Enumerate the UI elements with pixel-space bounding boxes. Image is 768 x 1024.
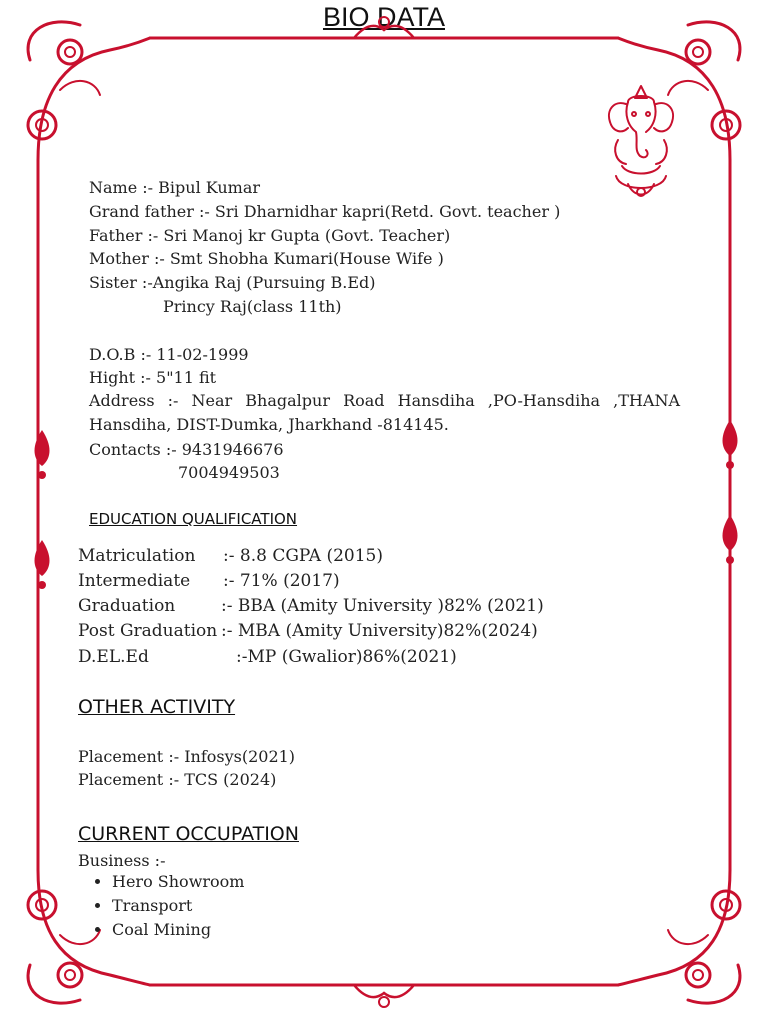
sister-line [89,273,376,293]
list-item: • Coal Mining [112,918,244,942]
edu-value: :- BBA (Amity University )82% (2021) [221,596,544,616]
activity-item: Placement :- TCS (2024) [78,770,277,789]
edu-label: D.EL.Ed [78,647,149,667]
edu-row-inter [78,571,340,591]
page-title: BIO DATA [322,2,445,32]
grandfather-line: Grand father :- Sri Dharnidhar kapri(Retd. Govt. teacher ) [89,202,561,221]
edu-label: Graduation [78,596,176,616]
list-item: • Hero Showroom [112,870,244,894]
business-list [78,870,244,942]
activity-item: Placement :- Infosys(2021) [78,747,296,766]
activity-heading: OTHER ACTIVITY [78,696,236,718]
edu-row-postgrad [78,621,538,641]
edu-row-matric [78,546,383,566]
edu-value: :- MBA (Amity University)82%(2024) [221,621,538,641]
edu-value: :-MP (Gwalior)86%(2021) [236,647,457,667]
edu-label: Post Graduation [78,621,218,641]
edu-row-grad [78,596,544,616]
sister-first: Angika Raj (Pursuing B.Ed) [152,273,376,292]
edu-label: Matriculation [78,546,196,566]
edu-value: :- 71% (2017) [223,571,340,591]
sister-label: Sister :- [89,273,153,292]
father-line: Father :- Sri Manoj kr Gupta (Govt. Teacher) [89,226,451,245]
mother-line: Mother :- Smt Shobha Kumari(House Wife ) [89,249,444,268]
edu-value: :- 8.8 CGPA (2015) [223,546,383,566]
edu-row-deled [78,647,457,667]
dob-line: D.O.B :- 11-02-1999 [89,345,249,364]
list-item: • Transport [112,894,244,918]
occupation-heading: CURRENT OCCUPATION [78,823,299,845]
sister-second: Princy Raj(class 11th) [163,297,342,316]
name-line: Name :- Bipul Kumar [89,178,261,197]
ganesha-icon [598,80,684,204]
contacts-line: Contacts :- 9431946676 [89,440,284,459]
edu-label: Intermediate [78,571,191,591]
address-block: Address :- Near Bhagalpur Road Hansdiha ,PO-Hansdiha ,THANA Hansdiha, DIST-Dumka, Jharkhand -814145. [89,391,680,434]
education-heading: EDUCATION QUALIFICATION [89,510,298,528]
contacts-second: 7004949503 [178,463,280,482]
height-line: Hight :- 5"11 fit [89,368,217,387]
business-label: Business :- [78,851,166,870]
